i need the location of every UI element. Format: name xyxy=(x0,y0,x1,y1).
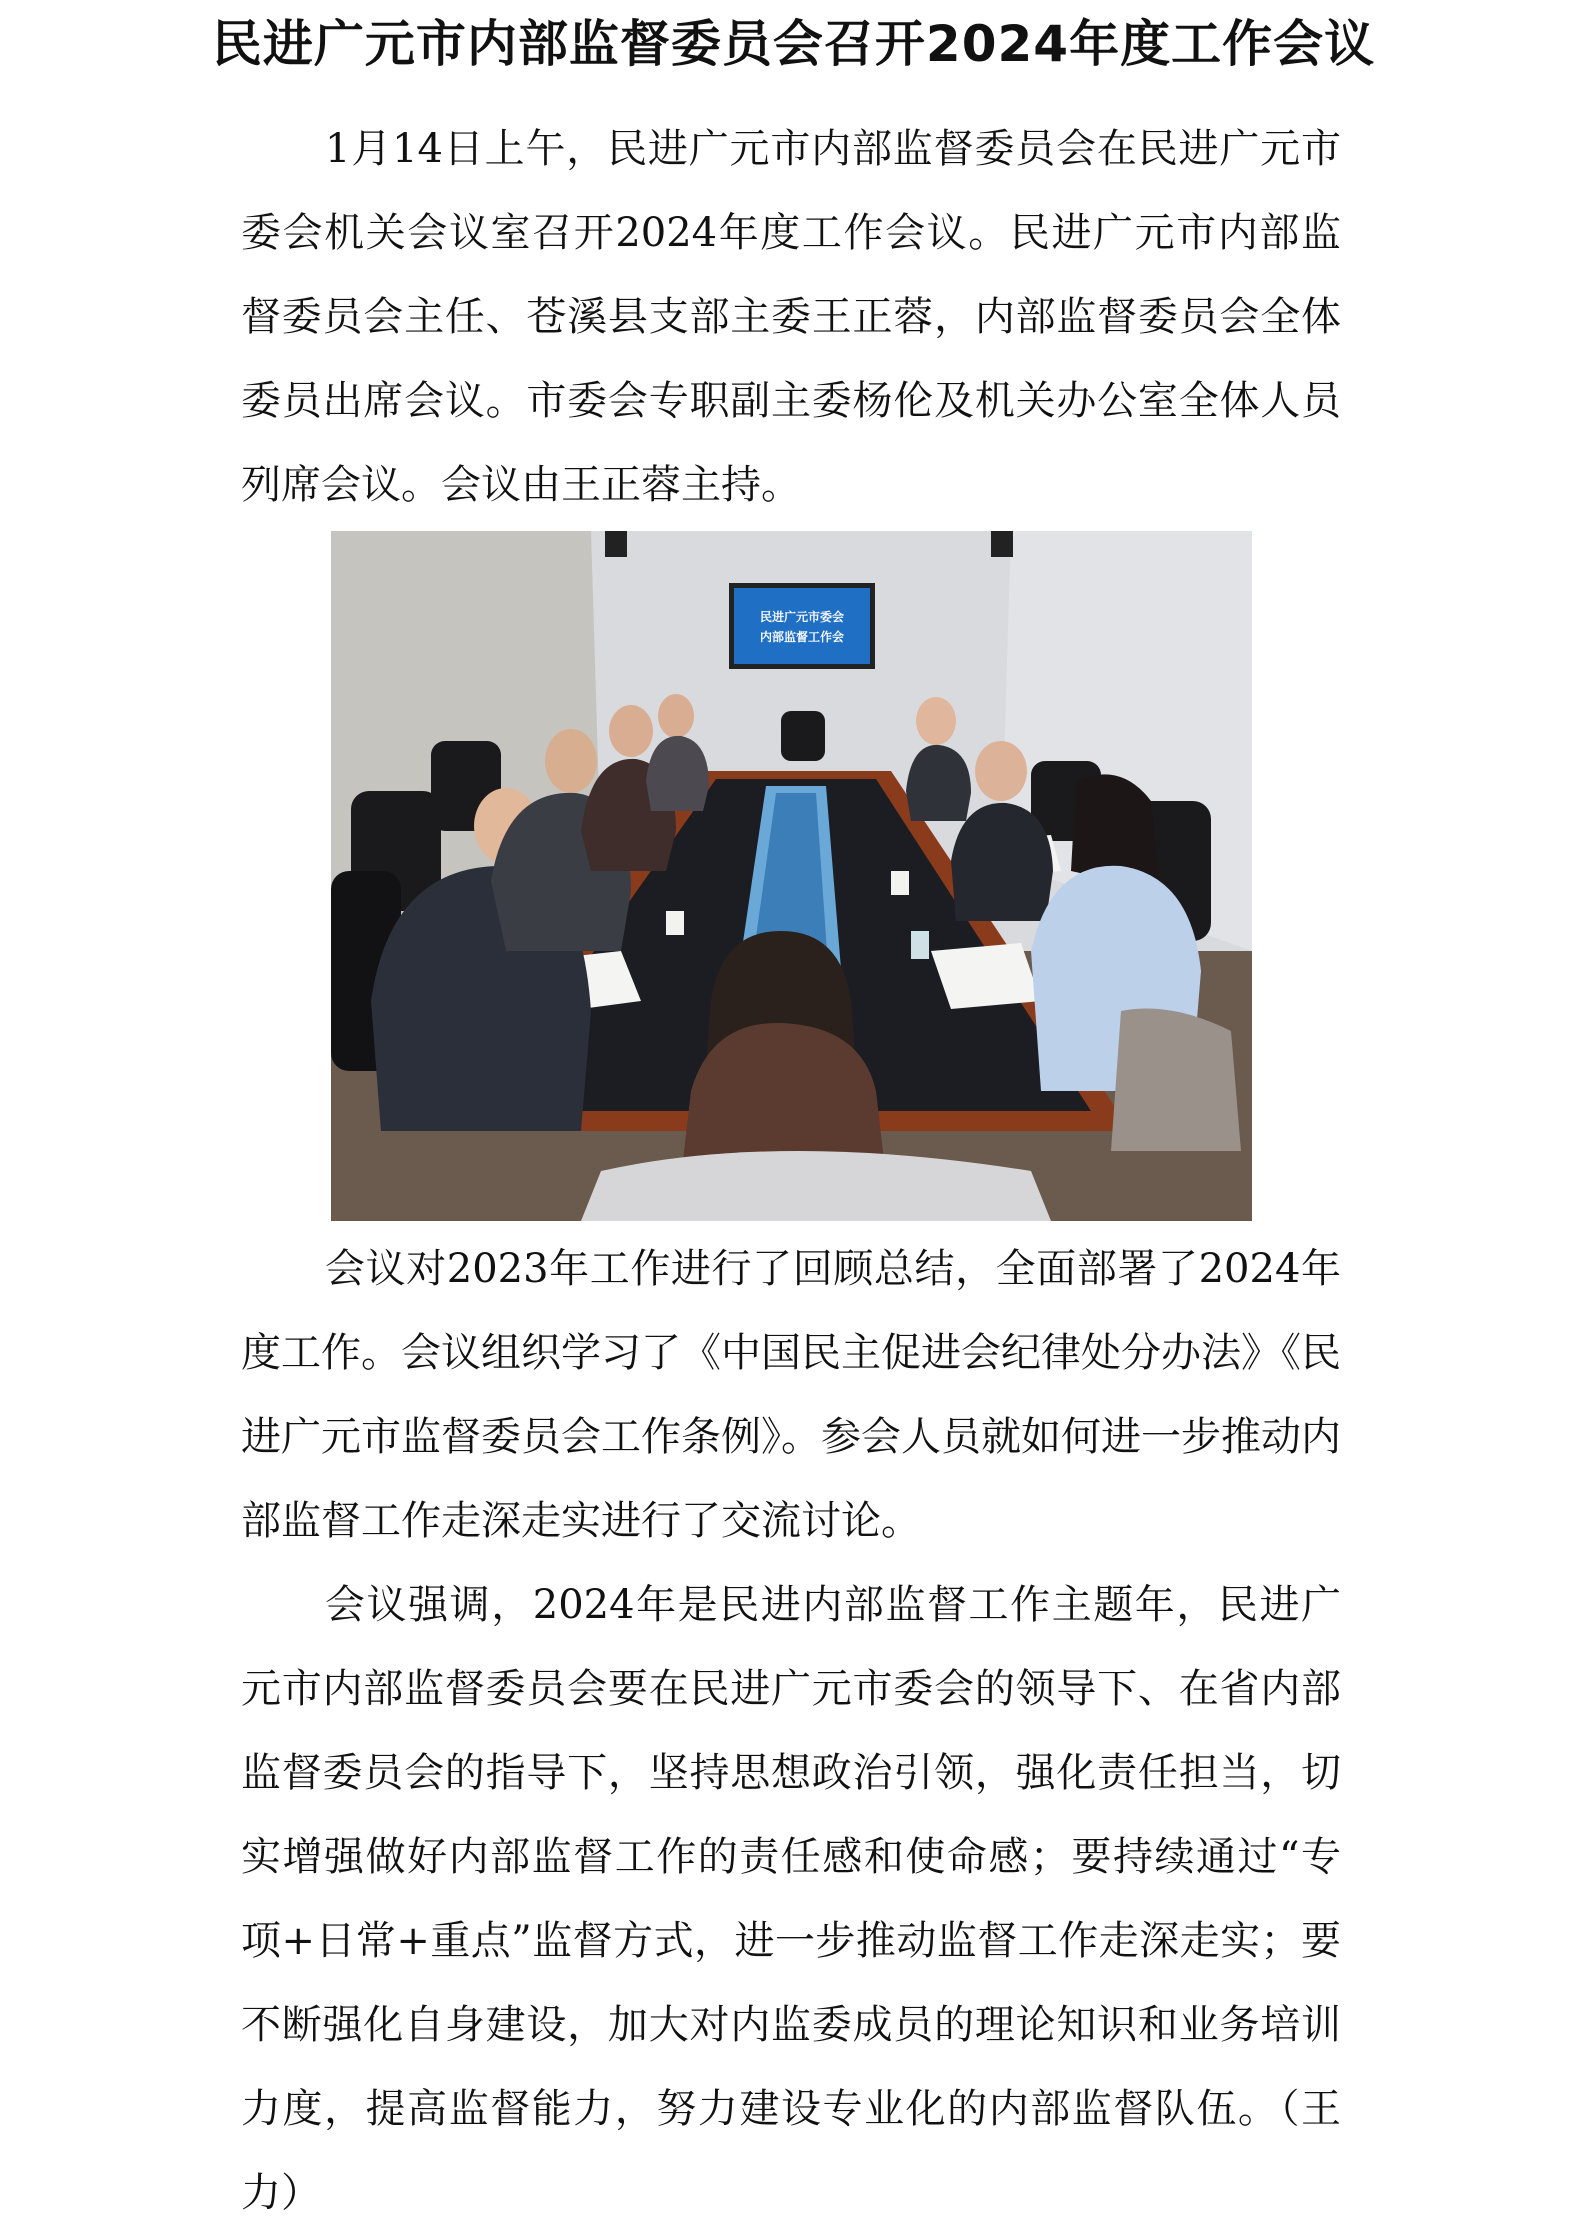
speaker-right-icon xyxy=(991,531,1013,557)
tv-screen xyxy=(734,588,870,664)
speaker-left-icon xyxy=(605,531,627,557)
document-title: 民进广元市内部监督委员会召开2024年度工作会议 xyxy=(211,15,1376,73)
paragraph-1: 1月14日上午，民进广元市内部监督委员会在民进广元市委会机关会议室召开2024年度工作会议。民进广元市内部监督委员会主任、苍溪县支部主委王正蓉，内部监督委员会全体委员出席会议。市委会专职副主委杨伦及机关办公室全体人员列席会议。会议由王正蓉主持。 xyxy=(241,126,1341,508)
paragraph-3: 会议强调，2024年是民进内部监督工作主题年，民进广元市内部监督委员会要在民进广元市委会的领导下、在省内部监督委员会的指导下，坚持思想政治引领，强化责任担当，切实增强做好内部监督工作的责任感和使命感；要持续通过“专项+日常+重点”监督方式，进一步推动监督工作走深走实；要不断强化自身建设，加大对内监委成员的理论知识和业务培训力度，提高监督能力，努力建设专业化的内部监督队伍。（王力） xyxy=(241,1582,1341,2216)
tv-screen-line-2: 内部监督工作会 xyxy=(759,630,845,644)
meeting-photo-illustration xyxy=(331,531,1252,1221)
tv-screen-line-1: 民进广元市委会 xyxy=(759,610,845,624)
paragraph-2: 会议对2023年工作进行了回顾总结，全面部署了2024年度工作。会议组织学习了《中国民主促进会纪律处分办法》《民进广元市监督委员会工作条例》。参会人员就如何进一步推动内部监督工作走深走实进行了交流讨论。 xyxy=(241,1246,1341,1544)
meeting-photo xyxy=(331,531,1252,1221)
